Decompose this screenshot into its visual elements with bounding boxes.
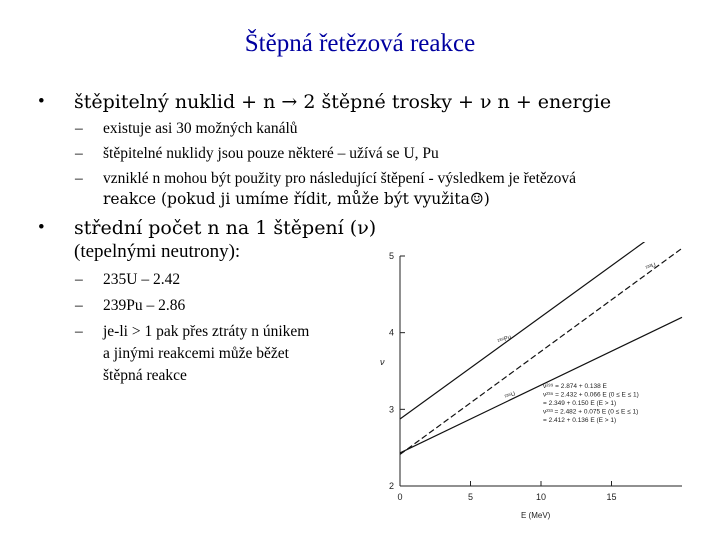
subitem-text-line-2: a jinými reakcemi může běžet [103, 345, 289, 362]
subitem-2-2 [75, 296, 355, 315]
y-tick-label: 2 [388, 481, 394, 491]
subitem-1-3 [75, 169, 685, 209]
subitem-marker: – [75, 120, 83, 137]
series-line [400, 317, 682, 453]
subitem-2-1 [75, 270, 355, 289]
x-tick-label: 15 [606, 492, 617, 502]
series-label: ²³³U [645, 262, 658, 272]
bullet-text-line-2: (tepelnými neutrony): [74, 241, 241, 262]
x-axis-label: E (MeV) [521, 511, 551, 520]
x-tick-label: 5 [467, 492, 474, 502]
chart-legend [543, 383, 639, 424]
subitem-text-line-3: štěpná reakce [103, 367, 187, 384]
slide-title: Štěpná řetězová reakce [244, 30, 476, 57]
legend-entry: ν²³³ = 2.482 + 0.075 E (0 ≤ E ≤ 1) [543, 408, 639, 416]
x-tick-label: 10 [535, 492, 547, 502]
bullet-text: štěpitelný nuklid + n → 2 štěpné trosky + ν n + energie [74, 91, 612, 113]
subitem-marker: – [75, 297, 83, 314]
subitem-text-line-2: reakce (pokud ji umíme řídit, může být využita☺) [103, 190, 490, 208]
subitem-text-line-1: vzniklé n mohou být použity pro následující štěpení - výsledkem je řetězová [103, 170, 577, 187]
series-line [400, 248, 682, 454]
bullet-2 [38, 216, 377, 266]
subitem-1-2 [75, 144, 675, 163]
legend-entry: ν²³⁹ = 2.874 + 0.138 E [543, 383, 607, 390]
chart-series [400, 242, 682, 454]
bullet-1 [38, 90, 678, 114]
subitem-marker: – [75, 323, 83, 340]
series-label: ²³⁵U [504, 391, 517, 401]
subitem-marker: – [75, 145, 83, 162]
subitem-text: existuje asi 30 možných kanálů [103, 120, 298, 137]
series-label: ²³⁹Pu [497, 334, 513, 346]
subitem-text: 235U – 2.42 [103, 271, 181, 288]
subitem-text: 239Pu – 2.86 [103, 297, 186, 314]
legend-entry: = 2.349 + 0.150 E (E > 1) [543, 400, 617, 407]
y-tick-label: 3 [388, 404, 394, 415]
bullet-marker: • [38, 217, 45, 238]
subitem-marker: – [75, 170, 83, 187]
y-axis-label: ν [380, 357, 385, 367]
chart-axes [380, 251, 682, 520]
legend-entry: = 2.412 + 0.136 E (E > 1) [543, 417, 617, 424]
y-tick-label: 5 [388, 251, 394, 261]
y-tick-label: 4 [388, 327, 394, 338]
subitem-1-1 [75, 119, 675, 138]
subitem-marker: – [75, 271, 83, 288]
neutron-yield-chart [362, 242, 702, 524]
bullet-text-line-1: střední počet n na 1 štěpení (ν) [74, 217, 377, 239]
x-tick-label: 0 [397, 492, 403, 502]
subitem-text: štěpitelné nuklidy jsou pouze některé – užívá se U, Pu [103, 145, 439, 162]
subitem-2-3 [75, 322, 360, 386]
bullet-marker: • [38, 91, 45, 112]
series-line [400, 242, 682, 419]
legend-entry: ν²³⁵ = 2.432 + 0.066 E (0 ≤ E ≤ 1) [543, 391, 639, 399]
subitem-text-line-1: je-li > 1 pak přes ztráty n únikem [103, 323, 310, 340]
